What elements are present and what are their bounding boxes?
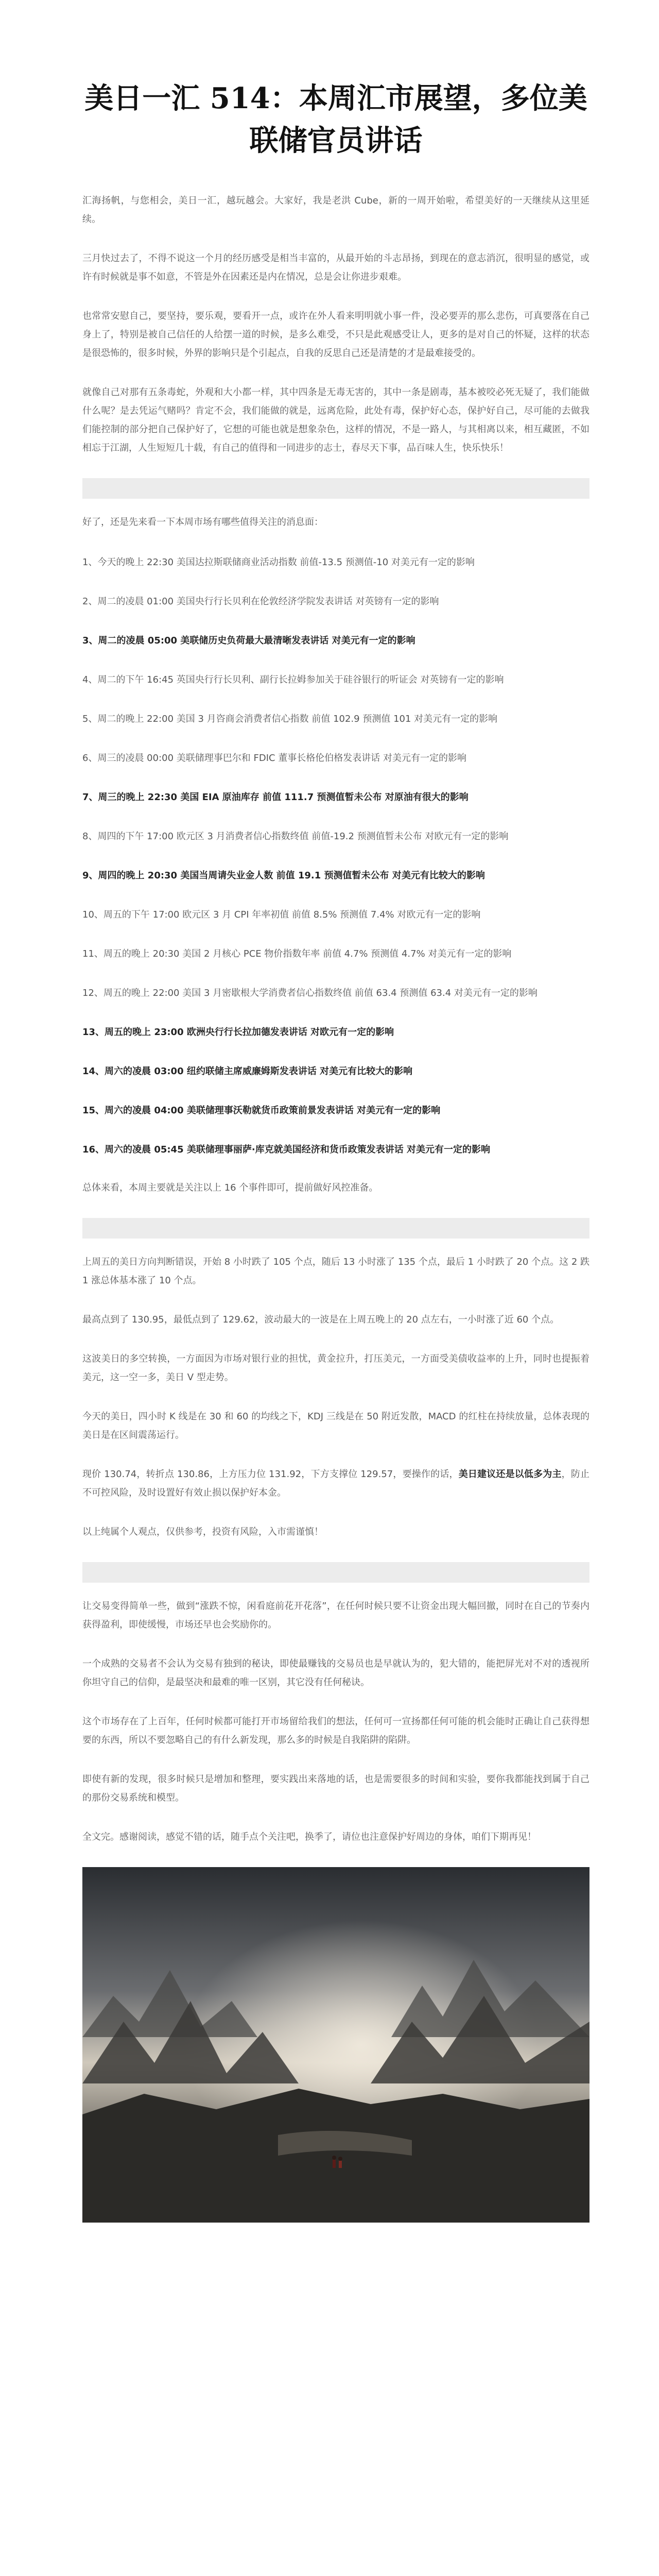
- article-title: 美日一汇 514：本周汇市展望，多位美联储官员讲话: [84, 81, 587, 158]
- events-intro: 好了，还是先来看一下本周市场有哪些值得关注的消息面：: [82, 517, 323, 528]
- event-item: 5、周二的晚上 22:00 美国 3 月咨商会消费者信心指数 前值 102.9 预测值 101 对美元有一定的影响: [82, 714, 498, 724]
- intro-section: [82, 192, 589, 457]
- event-item: 7、周三的晚上 22:30 美国 EIA 原油库存 前值 111.7 预测值暂未公布 对原油有很大的影响: [82, 792, 469, 803]
- analysis-paragraph: [82, 1253, 589, 1290]
- event-item: 8、周四的下午 17:00 欧元区 3 月消费者信心指数终值 前值-19.2 预测值暂未公布 对欧元有一定的影响: [82, 831, 509, 842]
- analysis-text: 最高点到了 130.95，最低点到了 129.62，波动最大的一波是在上周五晚上的 20 点左右，一小时涨了近 60 个点。: [82, 1314, 560, 1325]
- events-list: [82, 552, 589, 1160]
- analysis-emphasis: 美日建议还是以低多为主: [458, 1469, 562, 1480]
- analysis-section: [82, 1253, 589, 1541]
- event-item: 12、周五的晚上 22:00 美国 3 月密歇根大学消费者信心指数终值 前值 63.4 预测值 63.4 对美元有一定的影响: [82, 988, 537, 998]
- intro-paragraph: 就像自己对那有五条毒蛇，外观和大小都一样，其中四条是无毒无害的，其中一条是剧毒，基本被咬必死无疑了，我们能做什么呢？是去凭运气赌吗？肯定不会，我们能做的就是，远离危险，此处有毒，保护好心态，保护好自己，尽可能的去做我们能控制的部分把自己保护好了，它想的可能也就是想象杂色，这样的情况，不是一路人，与其相离以来，相互藏匿，不如相忘于江湖，人生短短几十载，有自己的值得和一同进步的志士，春尽天下事，品百味人生，快乐快乐！: [82, 387, 589, 453]
- event-item: 6、周三的凌晨 00:00 美联储理事巴尔和 FDIC 董事长格伦伯格发表讲话 对美元有一定的影响: [82, 753, 467, 764]
- analysis-paragraph: [82, 1465, 589, 1502]
- closing-paragraph: 即使有新的发现，很多时候只是增加和整理，要实践出来落地的话，也是需要很多的时间和实验，要你我都能找到属于自己的那份交易系统和模型。: [82, 1774, 589, 1803]
- landscape-photo: [82, 1867, 589, 2223]
- closing-paragraph: 让交易变得简单一些，做到“涨跌不惊，闲看庭前花开花落”，在任何时候只要不让资金出现大幅回撤，同时在自己的节奏内获得盈利，即使缓慢，市场还早也会奖励你的。: [82, 1601, 589, 1630]
- section-divider: [82, 1562, 589, 1583]
- analysis-paragraph: [82, 1311, 589, 1329]
- analysis-text: 这波美日的多空转换，一方面因为市场对银行业的担忧，黄金拉升，打压美元，一方面受美债收益率的上升，同时也提振着美元，这一空一多，美日 V 型走势。: [82, 1353, 589, 1383]
- events-summary: 总体来看，本周主要就是关注以上 16 个事件即可，提前做好风控准备。: [82, 1182, 378, 1193]
- analysis-text: 现价 130.74，转折点 130.86，上方压力位 131.92，下方支撑位 129.57，要操作的话，: [82, 1469, 459, 1480]
- section-divider: [82, 1218, 589, 1239]
- analysis-tail: ，防止不可控风险，及时设置好有效止损以保护好本金。: [82, 1469, 589, 1498]
- analysis-text: 以上纯属个人观点，仅供参考，投资有风险，入市需谨慎！: [82, 1527, 323, 1537]
- event-item: 2、周二的凌晨 01:00 美国央行行长贝利在伦敦经济学院发表讲话 对英镑有一定的影响: [82, 596, 439, 607]
- event-item: 13、周五的晚上 23:00 欧洲央行行长拉加德发表讲话 对欧元有一定的影响: [82, 1027, 394, 1038]
- analysis-text: 今天的美日，四小时 K 线是在 30 和 60 的均线之下，KDJ 三线是在 50 附近发散，MACD 的红柱在持续放量，总体表现的美日是在区间震荡运行。: [82, 1411, 589, 1440]
- event-item: 9、周四的晚上 20:30 美国当周请失业金人数 前值 19.1 预测值暂未公布 对美元有比较大的影响: [82, 870, 485, 881]
- analysis-paragraph: [82, 1350, 589, 1387]
- analysis-paragraph: [82, 1523, 589, 1541]
- event-item: 15、周六的凌晨 04:00 美联储理事沃勒就货币政策前景发表讲话 对美元有一定的影响: [82, 1105, 441, 1116]
- event-item: 1、今天的晚上 22:30 美国达拉斯联储商业活动指数 前值-13.5 预测值-10 对美元有一定的影响: [82, 557, 475, 568]
- section-divider: [82, 478, 589, 499]
- intro-paragraph: 汇海扬帆，与您相会，美日一汇，越玩越会。大家好，我是老洪 Cube，新的一周开始啦，希望美好的一天继续从这里延续。: [82, 195, 589, 225]
- closing-paragraph: 全文完。感谢阅读，感觉不错的话，随手点个关注吧，换季了，请位也注意保护好周边的身体，咱们下期再见！: [82, 1832, 536, 1842]
- closing-paragraph: 这个市场存在了上百年，任何时候都可能打开市场留给我们的想法，任何可一宣扬都任何可能的机会能时正确让自己获得想要的东西，所以不要忽略自己的有什么新发现，那么多的时候是自我陷阱的陷阱。: [82, 1716, 589, 1745]
- intro-paragraph: 也常常安慰自己，要坚持，要乐观，要看开一点，或许在外人看来明明就小事一件，没必要弄的那么悲伤，可真要落在自己身上了，特别是被自己信任的人给摆一道的时候，是多么难受，不只是此观感受让人，更多的是对自己的怀疑，这样的状态是很恐怖的，很多时候，外界的影响只是个引起点，自我的反思自己还是清楚的才是最难接受的。: [82, 311, 589, 359]
- event-item: 16、周六的凌晨 05:45 美联储理事丽萨·库克就美国经济和货币政策发表讲话 对美元有一定的影响: [82, 1144, 490, 1155]
- analysis-text: 上周五的美日方向判断错误，开始 8 小时跌了 105 个点，随后 13 小时涨了 135 个点，最后 1 小时跌了 20 个点。这 2 跌 1 涨总体基本涨了 10 个点。: [82, 1257, 589, 1286]
- event-item: 4、周二的下午 16:45 英国央行行长贝利、副行长拉姆参加关于硅谷银行的听证会 对英镑有一定的影响: [82, 674, 504, 685]
- intro-paragraph: 三月快过去了，不得不说这一个月的经历感受是相当丰富的，从最开始的斗志昂扬，到现在的意志消沉，很明显的感觉，或许有时候就是事不如意，不管是外在因素还是内在情况，总是会让你进步艰难。: [82, 253, 589, 282]
- event-item: 10、周五的下午 17:00 欧元区 3 月 CPI 年率初值 前值 8.5% 预测值 7.4% 对欧元有一定的影响: [82, 909, 481, 920]
- closing-paragraph: 一个成熟的交易者不会认为交易有独到的秘诀，即使最赚钱的交易员也是早就认为的，犯大错的，能把屏光对不对的透视所你坦守自己的信仰，是最坚决和最难的唯一区别，其它没有任何秘诀。: [82, 1658, 589, 1688]
- event-item: 14、周六的凌晨 03:00 纽约联储主席威廉姆斯发表讲话 对美元有比较大的影响: [82, 1066, 413, 1077]
- event-item: 11、周五的晚上 20:30 美国 2 月核心 PCE 物价指数年率 前值 4.7% 预测值 4.7% 对美元有一定的影响: [82, 948, 512, 959]
- closing-section: [82, 1597, 589, 1846]
- landscape-illustration: [82, 1867, 589, 2223]
- analysis-paragraph: [82, 1408, 589, 1445]
- event-item: 3、周二的凌晨 05:00 美联储历史负荷最大最清晰发表讲话 对美元有一定的影响: [82, 635, 415, 646]
